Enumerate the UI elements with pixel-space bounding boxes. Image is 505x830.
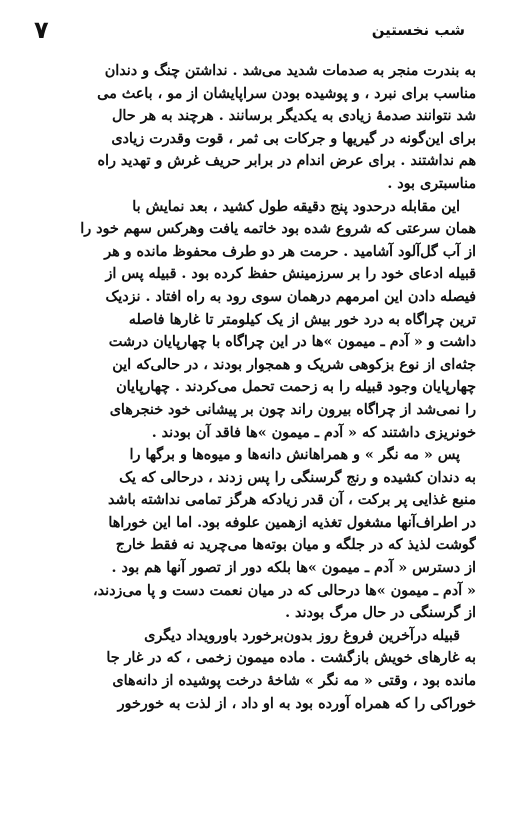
- text-line: هم نداشتند . برای عرض اندام در برابر حریف غرش و تهدید راه: [97, 153, 476, 170]
- text-line: این مقابله درحدود پنج دقیقه طول کشید ، بعد نمایش با: [132, 198, 460, 215]
- text-line: مناسب برای نبرد ، و پوشیده بودن سراپایشان از مو ، باعث می‌: [97, 85, 476, 102]
- text-line: داشت و « آدم ـ میمون »ها در این چراگاه با چهارپایان درشت: [108, 334, 476, 351]
- text-line: خونریزی داشتند که « آدم ـ میمون »ها فاقد آن بودند .: [151, 424, 476, 441]
- text-line: جثه‌ای از نوع بزکوهی شریک و همجوار بودند ، در حالی‌که این: [112, 356, 476, 373]
- text-line: به غارهای خویش بازگشت . ماده میمون زخمی ، که در غار جا: [106, 650, 476, 667]
- text-line: خوراکی را که همراه آورده بود به او داد ، از لذت به خورخور: [117, 695, 476, 712]
- text-line: از گرسنگی در حال مرگ بودند .: [285, 605, 476, 622]
- text-line: همان سرعتی که شروع شده بود خاتمه یافت وهرکس سهم خود را: [80, 221, 476, 238]
- text-line: فیصله دادن این امرمهم درهمان سوی رود به راه افتاد . نزدیک‌: [105, 288, 476, 305]
- text-line: « آدم ـ میمون »ها درحالی که در میان نعمت دست و پا می‌زدند،: [92, 582, 476, 599]
- page-header: [34, 14, 465, 46]
- text-line: قبیله درآخرین فروغ روز بدون‌برخورد باورویداد دیگری: [144, 627, 460, 644]
- text-line: گوشت لذیذ که در جلگه و میان بوته‌ها می‌چرید نه فقط خارج: [115, 537, 476, 554]
- text-line: برای این‌گونه در گیریها و جرکات بی ثمر ، قوت وقدرت زیادی: [111, 130, 476, 147]
- text-line: را نمی‌شد از چراگاه بیرون راند چون بر پیشانی خود خنجرهای: [109, 401, 476, 418]
- text-line: در اطراف‌آنها مشغول تغذیه ازهمین علوفه بود. اما این خوراها: [108, 514, 476, 531]
- text-line: منبع غذایی پر برکت ، آن قدر زیادکه هرگز تمامی نداشته باشد: [107, 492, 476, 509]
- text-line: پس « مه نگر » و همراهانش دانه‌ها و میوه‌ها و برگها را: [129, 447, 460, 464]
- text-line: چهارپایان وجود قبیله را به زحمت تحمل می‌کردند . چهارپایان: [116, 379, 476, 396]
- running-title: شب نخستین: [371, 21, 465, 39]
- text-line: از دسترس « آدم ـ میمون »ها بلکه دور از تصور آنها هم بود .: [111, 560, 476, 577]
- text-line: از آب گل‌آلود آشامید . حرمت هر دو طرف محفوظ مانده و هر: [104, 243, 476, 260]
- text-line: قبیله ادعای خود را بر سرزمینش حفظ کرده بود . قبیله پس از: [105, 266, 476, 283]
- text-line: ترین چراگاه به درد خور بیش از یک کیلومتر تا غارها فاصله: [128, 311, 476, 328]
- text-line: به بندرت منجر به صدمات شدید می‌شد . نداشتن چنگ و دندان: [104, 63, 476, 79]
- text-line: مناسبتری بود .: [387, 175, 476, 192]
- text-line: به دندان کشیده و رنج گرسنگی را پس زدند ، درحالی که یک: [119, 469, 476, 486]
- page-number: ۷: [34, 16, 49, 44]
- text-line: مانده بود ، وقتی « مه نگر » شاخهٔ درخت پوشیده از دانه‌های: [112, 673, 476, 690]
- body-text: [24, 60, 476, 715]
- text-line: شد نتوانند صدمهٔ زیادی به یکدیگر برسانند . هرچند به هر حال: [112, 108, 476, 125]
